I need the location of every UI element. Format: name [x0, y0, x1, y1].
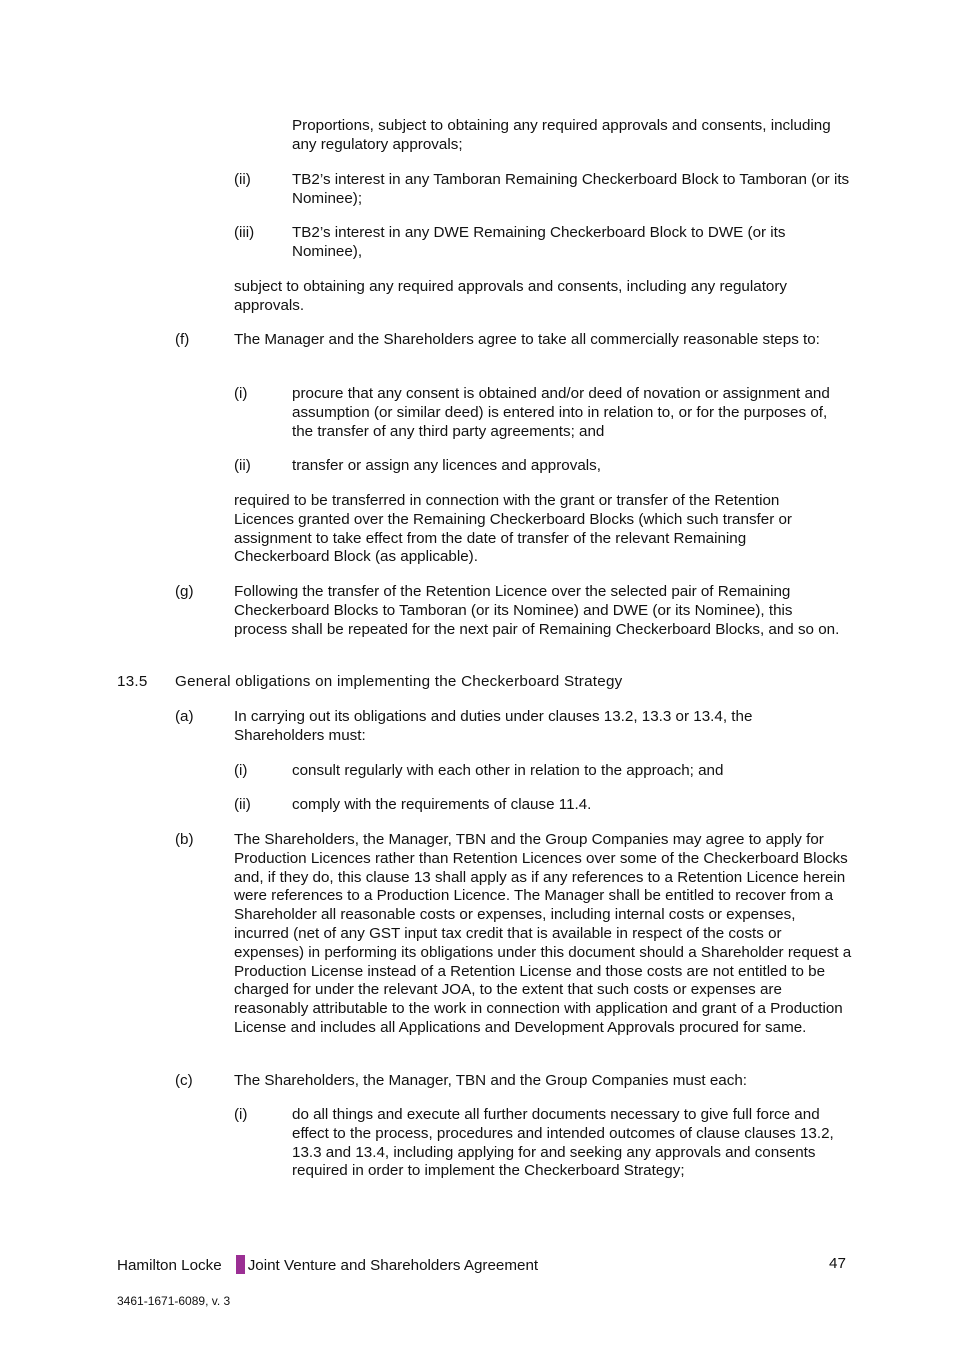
clause-13-5-a-number: (a) [175, 708, 194, 725]
clause-13-5-a-i-text: consult regularly with each other in relation to the approach; and [292, 762, 724, 779]
section-13-5-number: 13.5 [117, 673, 148, 690]
clause-13-5-a-ii-text: comply with the requirements of clause 11.4. [292, 796, 592, 813]
clause-f-ii-number: (ii) [234, 457, 251, 474]
clause-13-5-a-i-number: (i) [234, 762, 248, 779]
footer-firm-name: Hamilton Locke [117, 1257, 222, 1274]
clause-e-tail: subject to obtaining any required approvals and consents, including any regulatory approvals. [234, 278, 788, 314]
clause-f-i-text: procure that any consent is obtained and/or deed of novation or assignment and assumption (or similar deed) is entered into in relation to, or for the purposes of, the transfer of any third party agreements; and [292, 385, 830, 440]
clause-f-tail: required to be transferred in connection with the grant or transfer of the Retention Licences granted over the Remaining Checkerboard Blocks (which such transfer or assignment to take effect from the date of transfer of the relevant Remaining Checkerboard Block (as applicable). [234, 492, 792, 566]
clause-13-5-b-number: (b) [175, 831, 194, 848]
clause-13-5-c-text: The Shareholders, the Manager, TBN and the Group Companies must each: [234, 1072, 748, 1089]
document-reference: 3461-1671-6089, v. 3 [117, 1294, 231, 1308]
clause-13-5-c-i-number: (i) [234, 1106, 248, 1123]
clause-f-ii-text: transfer or assign any licences and approvals, [292, 457, 601, 474]
page-number: 47 [829, 1255, 846, 1272]
clause-13-5-a-ii-number: (ii) [234, 796, 251, 813]
clause-e-ii-text: TB2’s interest in any Tamboran Remaining Checkerboard Block to Tamboran (or its Nominee); [292, 171, 850, 207]
clause-13-5-a-text: In carrying out its obligations and duties under clauses 13.2, 13.3 or 13.4, the Shareholders must: [234, 708, 753, 744]
clause-e-iii-text: TB2’s interest in any DWE Remaining Checkerboard Block to DWE (or its Nominee), [292, 224, 786, 260]
section-13-5-heading: General obligations on implementing the Checkerboard Strategy [175, 673, 623, 690]
clause-f-text: The Manager and the Shareholders agree to take all commercially reasonable steps to: [234, 331, 820, 348]
footer [117, 1255, 538, 1276]
clause-13-5-b-text: The Shareholders, the Manager, TBN and the Group Companies may agree to apply for Production Licences rather than Retention Licences over some of the Checkerboard Blocks and, if they do, this clause 13 shall apply as if any references to a Retention Licence herein were references to a Production Licence. The Manager shall be entitled to recover from a Shareholder all reasonable costs or expenses, including internal costs or expenses, incurred (net of any GST input tax credit that is available in respect of the costs or expenses) in performing its obligations under this document should a Shareholder request a Production License instead of a Retention License and those costs are not entitled to be charged for under the relevant JOA, to the extent that such costs or expenses are reasonably attributable to the work in connection with application and grant of a Production License and includes all Applications and Development Approvals procured for same. [234, 831, 852, 1036]
footer-document-title: Joint Venture and Shareholders Agreement [247, 1257, 539, 1274]
clause-e-continuation: Proportions, subject to obtaining any required approvals and consents, including any regulatory approvals; [292, 117, 831, 153]
clause-f-i-number: (i) [234, 385, 248, 402]
clause-e-ii-number: (ii) [234, 171, 251, 188]
clause-13-5-c-i-text: do all things and execute all further documents necessary to give full force and effect to the process, procedures and intended outcomes of clause clauses 13.2, 13.3 and 13.4, including applying for and seeking any approvals and consents required in order to implement the Checkerboard Strategy; [292, 1106, 834, 1180]
clause-f-number: (f) [175, 331, 190, 348]
footer-accent-bar [236, 1255, 245, 1274]
clause-g-number: (g) [175, 583, 194, 600]
clause-g-text: Following the transfer of the Retention Licence over the selected pair of Remaining Checkerboard Blocks to Tamboran (or its Nominee) and DWE (or its Nominee), this process shall be repeated for the next pair of Remaining Checkerboard Blocks, and so on. [234, 583, 840, 638]
clause-e-iii-number: (iii) [234, 224, 255, 241]
clause-13-5-c-number: (c) [175, 1072, 193, 1089]
